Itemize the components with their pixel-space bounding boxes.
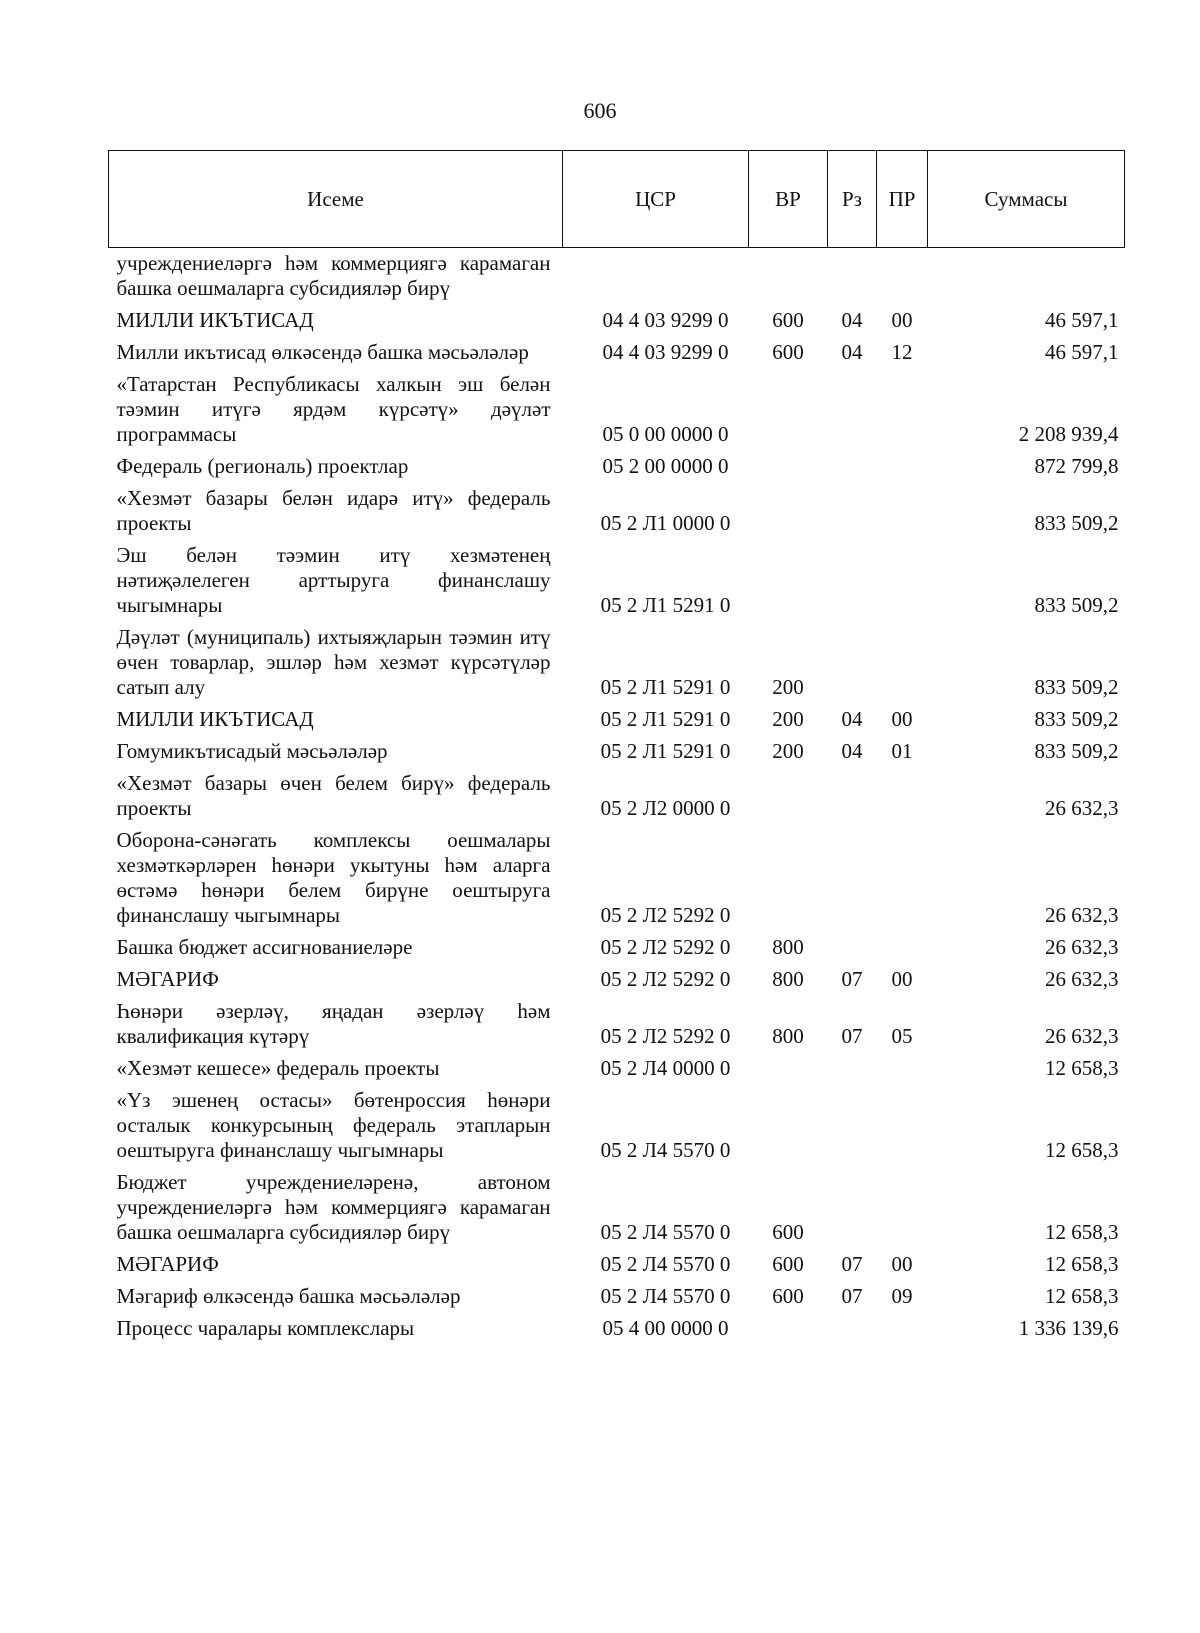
cell-sum: 46 597,1 — [1045, 308, 1119, 332]
cell-sum: 833 509,2 — [1034, 707, 1119, 731]
cell-vr — [749, 451, 828, 483]
cell-pr — [877, 768, 928, 825]
cell-vr: 200 — [772, 675, 804, 699]
cell-sum: 12 658,3 — [1045, 1138, 1119, 1162]
cell-csr: 05 4 00 0000 0 — [602, 1316, 729, 1340]
cell-vr: 800 — [772, 967, 804, 991]
cell-vr — [749, 248, 828, 306]
cell-csr: 05 2 Л1 0000 0 — [600, 511, 731, 535]
cell-name: Процесс чаралары комплекслары — [116, 1316, 415, 1340]
cell-csr: 05 2 Л2 5292 0 — [600, 935, 731, 959]
cell-csr: 05 2 Л4 0000 0 — [600, 1056, 731, 1080]
cell-name: «Татарстан Республикасы халкын эш белән тәэмин итүгә ярдәм күрсәтү» дәүләт программасы — [116, 372, 551, 446]
cell-sum: 12 658,3 — [1045, 1220, 1119, 1244]
cell-csr: 05 2 Л2 5292 0 — [600, 967, 731, 991]
cell-name: Милли икътисад өлкәсендә башка мәсьәләләр — [116, 340, 529, 364]
table-row — [109, 736, 1125, 768]
cell-vr — [749, 540, 828, 622]
table-row — [109, 622, 1125, 704]
page-number: 606 — [583, 98, 617, 123]
table-row — [109, 1281, 1125, 1313]
cell-csr: 04 4 03 9299 0 — [602, 340, 729, 364]
cell-vr: 200 — [772, 707, 804, 731]
cell-csr: 05 2 Л1 5291 0 — [600, 707, 731, 731]
cell-sum: 26 632,3 — [1045, 935, 1119, 959]
cell-vr: 800 — [772, 1024, 804, 1048]
cell-pr: 12 — [891, 340, 913, 364]
cell-vr — [749, 369, 828, 451]
table-row — [109, 996, 1125, 1053]
cell-csr: 05 2 Л4 5570 0 — [600, 1138, 731, 1162]
cell-pr — [877, 540, 928, 622]
table-row — [109, 964, 1125, 996]
cell-name: Башка бюджет ассигнованиеләре — [116, 935, 413, 959]
cell-name: учреждениеләргә һәм коммерциягә карамаган башка оешмаларга субсидияләр бирү — [116, 251, 551, 300]
cell-rz — [828, 1053, 877, 1085]
cell-vr: 600 — [772, 340, 804, 364]
cell-name: «Хезмәт базары өчен белем бирү» федераль проекты — [116, 771, 551, 820]
cell-pr — [877, 1053, 928, 1085]
table-row — [109, 483, 1125, 540]
cell-pr: 09 — [891, 1284, 913, 1308]
cell-rz — [828, 622, 877, 704]
cell-csr: 05 2 00 0000 0 — [602, 454, 729, 478]
table-row — [109, 248, 1125, 306]
cell-sum: 26 632,3 — [1045, 1024, 1119, 1048]
cell-name: Гомумикътисадый мәсьәләләр — [116, 739, 388, 763]
cell-rz — [828, 248, 877, 306]
cell-name: «Хезмәт базары белән идарә итү» федераль проекты — [116, 486, 551, 535]
cell-name: Мәгариф өлкәсендә башка мәсьәләләр — [116, 1284, 461, 1308]
cell-csr: 05 2 Л1 5291 0 — [600, 739, 731, 763]
cell-sum — [928, 248, 1125, 306]
header-name: Исеме — [109, 151, 563, 248]
table-body — [109, 248, 1125, 1346]
cell-vr — [749, 1085, 828, 1167]
cell-pr — [877, 825, 928, 932]
cell-sum: 872 799,8 — [1034, 454, 1119, 478]
header-pr: ПР — [877, 151, 928, 248]
table-row — [109, 825, 1125, 932]
cell-sum: 12 658,3 — [1045, 1284, 1119, 1308]
cell-sum: 833 509,2 — [1034, 511, 1119, 535]
cell-csr: 05 2 Л2 5292 0 — [600, 903, 731, 927]
table-row — [109, 1167, 1125, 1249]
table-row — [109, 305, 1125, 337]
cell-rz — [828, 1167, 877, 1249]
cell-sum: 12 658,3 — [1045, 1252, 1119, 1276]
cell-vr: 600 — [772, 1284, 804, 1308]
cell-pr — [877, 1167, 928, 1249]
cell-pr: 00 — [891, 707, 913, 731]
cell-sum: 833 509,2 — [1034, 675, 1119, 699]
cell-sum: 2 208 939,4 — [1018, 422, 1119, 446]
cell-rz — [828, 451, 877, 483]
cell-csr: 05 2 Л2 0000 0 — [600, 796, 731, 820]
cell-vr: 600 — [772, 1220, 804, 1244]
cell-sum: 12 658,3 — [1045, 1056, 1119, 1080]
header-rz: Рз — [828, 151, 877, 248]
cell-pr — [877, 932, 928, 964]
cell-rz: 04 — [841, 707, 863, 731]
cell-rz: 07 — [841, 967, 863, 991]
table-row — [109, 704, 1125, 736]
cell-pr — [877, 369, 928, 451]
cell-rz: 07 — [841, 1252, 863, 1276]
cell-vr — [749, 483, 828, 540]
cell-pr — [877, 451, 928, 483]
cell-vr: 600 — [772, 1252, 804, 1276]
cell-sum: 26 632,3 — [1045, 967, 1119, 991]
cell-csr: 04 4 03 9299 0 — [602, 308, 729, 332]
table-row — [109, 369, 1125, 451]
cell-sum: 26 632,3 — [1045, 903, 1119, 927]
cell-vr: 600 — [772, 308, 804, 332]
cell-rz: 04 — [841, 739, 863, 763]
cell-rz — [828, 1313, 877, 1345]
header-vr: ВР — [749, 151, 828, 248]
cell-csr: 05 2 Л2 5292 0 — [600, 1024, 731, 1048]
table-header — [109, 151, 1125, 248]
cell-rz: 07 — [841, 1284, 863, 1308]
cell-rz: 07 — [841, 1024, 863, 1048]
cell-rz — [828, 768, 877, 825]
cell-vr — [749, 825, 828, 932]
cell-sum: 1 336 139,6 — [1018, 1316, 1119, 1340]
cell-name: МИЛЛИ ИКЪТИСАД — [116, 707, 314, 731]
cell-csr: 05 2 Л4 5570 0 — [600, 1284, 731, 1308]
cell-vr — [749, 1313, 828, 1345]
cell-csr — [563, 248, 749, 306]
table-row — [109, 1313, 1125, 1345]
header-csr: ЦСР — [563, 151, 749, 248]
cell-name: Федераль (региональ) проектлар — [116, 454, 409, 478]
cell-csr: 05 2 Л1 5291 0 — [600, 593, 731, 617]
cell-csr: 05 2 Л4 5570 0 — [600, 1220, 731, 1244]
cell-name: Һөнәри әзерләү, яңадан әзерләү һәм квалификация күтәрү — [116, 999, 551, 1048]
cell-pr: 00 — [891, 308, 913, 332]
cell-rz — [828, 369, 877, 451]
cell-pr — [877, 248, 928, 306]
budget-table — [108, 150, 1125, 1345]
cell-pr — [877, 1085, 928, 1167]
cell-rz — [828, 932, 877, 964]
cell-rz: 04 — [841, 308, 863, 332]
cell-pr: 01 — [891, 739, 913, 763]
header-sum: Суммасы — [928, 151, 1125, 248]
cell-name: МИЛЛИ ИКЪТИСАД — [116, 308, 314, 332]
table-row — [109, 1053, 1125, 1085]
table-row — [109, 540, 1125, 622]
table-row — [109, 337, 1125, 369]
cell-name: «Хезмәт кешесе» федераль проекты — [116, 1056, 440, 1080]
table-row — [109, 1085, 1125, 1167]
cell-vr — [749, 1053, 828, 1085]
cell-pr — [877, 483, 928, 540]
cell-sum: 26 632,3 — [1045, 796, 1119, 820]
cell-rz: 04 — [841, 340, 863, 364]
cell-pr: 05 — [891, 1024, 913, 1048]
table-row — [109, 1249, 1125, 1281]
cell-csr: 05 0 00 0000 0 — [602, 422, 729, 446]
cell-rz — [828, 1085, 877, 1167]
cell-rz — [828, 540, 877, 622]
cell-rz — [828, 483, 877, 540]
cell-name: «Үз эшенең остасы» бөтенроссия һөнәри осталык конкурсының федераль этапларын оештыруга финанслашу чыгымнары — [116, 1088, 551, 1162]
cell-pr — [877, 1313, 928, 1345]
cell-name: МӘГАРИФ — [116, 967, 219, 991]
cell-csr: 05 2 Л1 5291 0 — [600, 675, 731, 699]
cell-vr — [749, 768, 828, 825]
cell-pr — [877, 622, 928, 704]
cell-name: Оборона-сәнәгать комплексы оешмалары хезмәткәрләрен һөнәри укытуны һәм аларга өстәмә һөнәри белем бирүне оештыруга финанслашу чыгымнары — [116, 828, 551, 927]
cell-name: МӘГАРИФ — [116, 1252, 219, 1276]
cell-sum: 46 597,1 — [1045, 340, 1119, 364]
cell-sum: 833 509,2 — [1034, 593, 1119, 617]
table-row — [109, 768, 1125, 825]
cell-sum: 833 509,2 — [1034, 739, 1119, 763]
cell-name: Эш белән тәэмин итү хезмәтенең нәтиҗәлелеген арттыруга финанслашу чыгымнары — [116, 543, 551, 617]
cell-name: Бюджет учреждениеләренә, автоном учреждениеләргә һәм коммерциягә карамаган башка оешмаларга субсидияләр бирү — [116, 1170, 551, 1244]
cell-csr: 05 2 Л4 5570 0 — [600, 1252, 731, 1276]
cell-pr: 00 — [891, 1252, 913, 1276]
cell-rz — [828, 825, 877, 932]
table-row — [109, 451, 1125, 483]
table-row — [109, 932, 1125, 964]
cell-vr: 800 — [772, 935, 804, 959]
cell-name: Дәүләт (муниципаль) ихтыяҗларын тәэмин итү өчен товарлар, эшләр һәм хезмәт күрсәтүләр сатып алу — [116, 625, 551, 699]
cell-vr: 200 — [772, 739, 804, 763]
cell-pr: 00 — [891, 967, 913, 991]
